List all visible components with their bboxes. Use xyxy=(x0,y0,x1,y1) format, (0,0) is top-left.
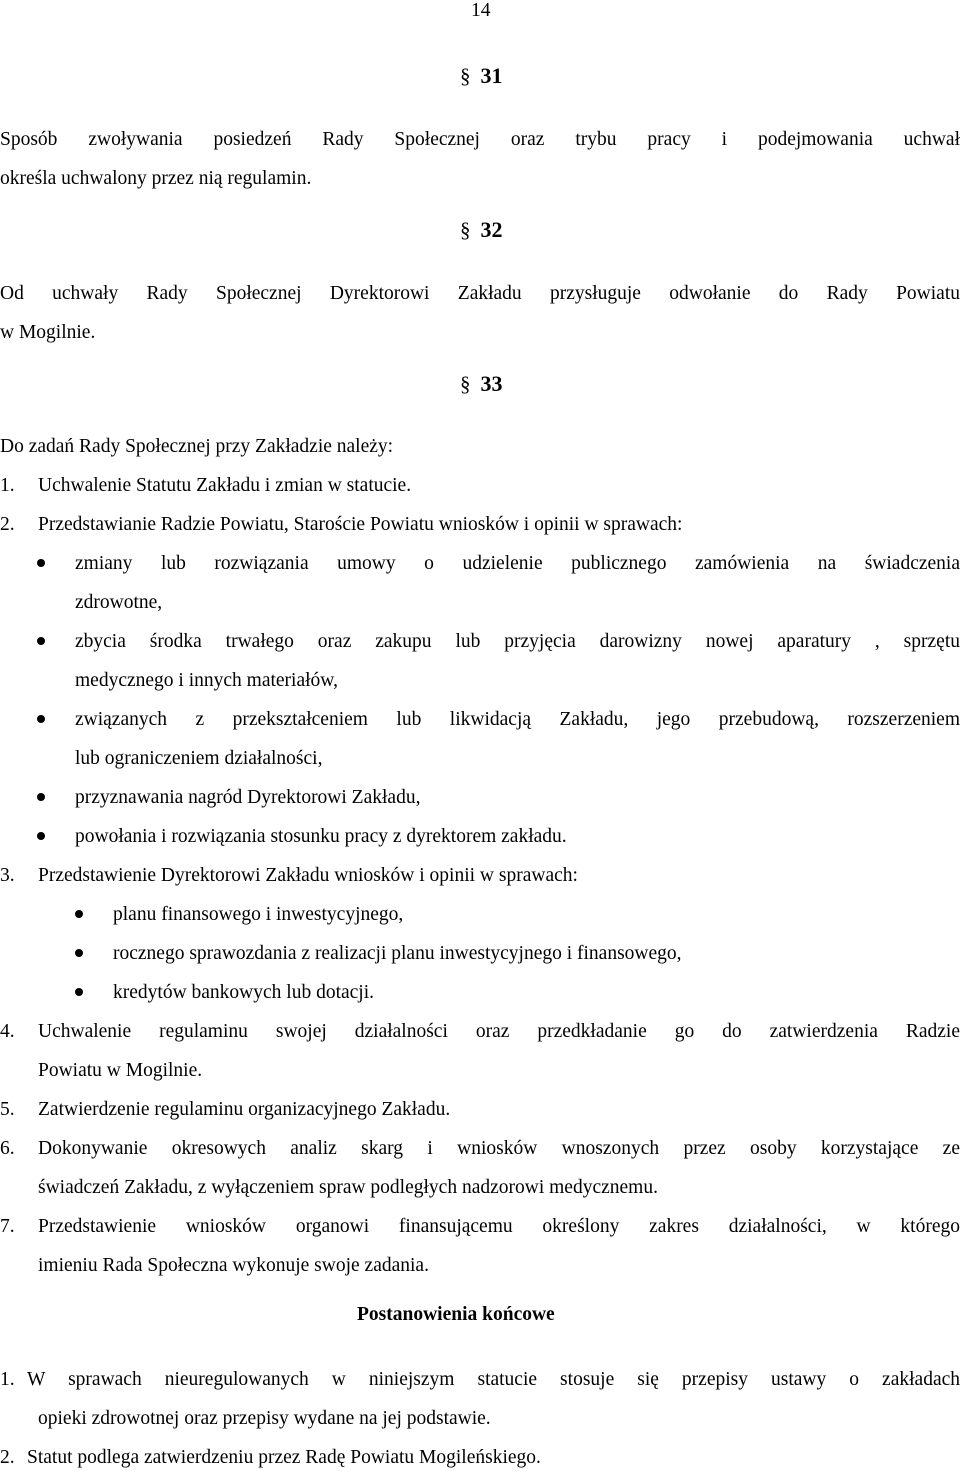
list-item-line: Powiatu w Mogilnie. xyxy=(38,1060,203,1081)
section-intro: Do zadań Rady Społecznej przy Zakładzie należy: xyxy=(0,436,394,457)
section-heading-32 xyxy=(460,216,503,244)
list-number: 1. xyxy=(0,475,15,496)
paragraph-line: Od uchwały Rady Społecznej Dyrektorowi Zakładu przysługuje odwołanie do Rady Powiatu xyxy=(0,283,960,304)
section-number: 32 xyxy=(480,217,503,242)
paragraph-line: określa uchwalony przez nią regulamin. xyxy=(0,168,312,189)
bullet-item-line: medycznego i innych materiałów, xyxy=(75,670,338,691)
bullet-item-line: zbycia środka trwałego oraz zakupu lub przyjęcia darowizny nowej aparatury , sprzętu xyxy=(75,631,960,652)
list-item-line: świadczeń Zakładu, z wyłączeniem spraw podległych nadzorowi medycznemu. xyxy=(38,1177,658,1198)
list-number: 2. xyxy=(0,1447,15,1468)
list-number: 3. xyxy=(0,865,15,886)
list-number: 5. xyxy=(0,1099,15,1120)
bullet-icon xyxy=(75,988,83,996)
list-item-line: Dokonywanie okresowych analiz skarg i wniosków wnoszonych przez osoby korzystające ze xyxy=(38,1138,960,1159)
page-number: 14 xyxy=(471,0,491,21)
list-number: 4. xyxy=(0,1021,15,1042)
bullet-icon xyxy=(75,949,83,957)
bullet-item-line: powołania i rozwiązania stosunku pracy z dyrektorem zakładu. xyxy=(75,826,567,847)
list-item-line: Uchwalenie regulaminu swojej działalności oraz przedkładanie go do zatwierdzenia Radzie xyxy=(38,1021,960,1042)
bullet-icon xyxy=(37,793,45,801)
bullet-item-line: zdrowotne, xyxy=(75,592,163,613)
paragraph-line: Sposób zwoływania posiedzeń Rady Społecznej oraz trybu pracy i podejmowania uchwał xyxy=(0,129,960,150)
bullet-icon xyxy=(37,559,45,567)
list-item-text: Zatwierdzenie regulaminu organizacyjnego Zakładu. xyxy=(38,1099,451,1120)
bullet-icon xyxy=(75,910,83,918)
section-number: 33 xyxy=(480,371,503,396)
list-item-text: Przedstawienie Dyrektorowi Zakładu wniosków i opinii w sprawach: xyxy=(38,865,578,886)
bullet-icon xyxy=(37,637,45,645)
bullet-item-line: planu finansowego i inwestycyjnego, xyxy=(113,904,404,925)
section-symbol: § xyxy=(460,64,471,88)
section-title: Postanowienia końcowe xyxy=(357,1304,555,1325)
list-number: 2. xyxy=(0,514,15,535)
bullet-item-line: rocznego sprawozdania z realizacji planu inwestycyjnego i finansowego, xyxy=(113,943,682,964)
paragraph-line: w Mogilnie. xyxy=(0,322,96,343)
list-number: 1. xyxy=(0,1369,15,1390)
section-symbol: § xyxy=(460,372,471,396)
list-number: 7. xyxy=(0,1216,15,1237)
bullet-item-line: lub ograniczeniem działalności, xyxy=(75,748,323,769)
section-heading-33 xyxy=(460,370,503,398)
bullet-item-line: zmiany lub rozwiązania umowy o udzielenie publicznego zamówienia na świadczenia xyxy=(75,553,960,574)
bullet-item-line: kredytów bankowych lub dotacji. xyxy=(113,982,375,1003)
bullet-icon xyxy=(37,832,45,840)
bullet-item-line: przyznawania nagród Dyrektorowi Zakładu, xyxy=(75,787,421,808)
section-heading-31 xyxy=(460,62,503,90)
list-item-line: opieki zdrowotnej oraz przepisy wydane na jej podstawie. xyxy=(38,1408,491,1429)
section-symbol: § xyxy=(460,218,471,242)
list-item-line: imieniu Rada Społeczna wykonuje swoje zadania. xyxy=(38,1255,429,1276)
list-item-text: Statut podlega zatwierdzeniu przez Radę Powiatu Mogileńskiego. xyxy=(27,1447,541,1468)
bullet-icon xyxy=(37,715,45,723)
list-item-line: W sprawach nieuregulowanych w niniejszym statucie stosuje się przepisy ustawy o zakładach xyxy=(27,1369,960,1390)
list-number: 6. xyxy=(0,1138,15,1159)
list-item-text: Uchwalenie Statutu Zakładu i zmian w statucie. xyxy=(38,475,412,496)
list-item-text: Przedstawianie Radzie Powiatu, Staroście Powiatu wniosków i opinii w sprawach: xyxy=(38,514,683,535)
list-item-line: Przedstawienie wniosków organowi finansującemu określony zakres działalności, w którego xyxy=(38,1216,960,1237)
bullet-item-line: związanych z przekształceniem lub likwidacją Zakładu, jego przebudową, rozszerzeniem xyxy=(75,709,960,730)
section-number: 31 xyxy=(480,63,503,88)
